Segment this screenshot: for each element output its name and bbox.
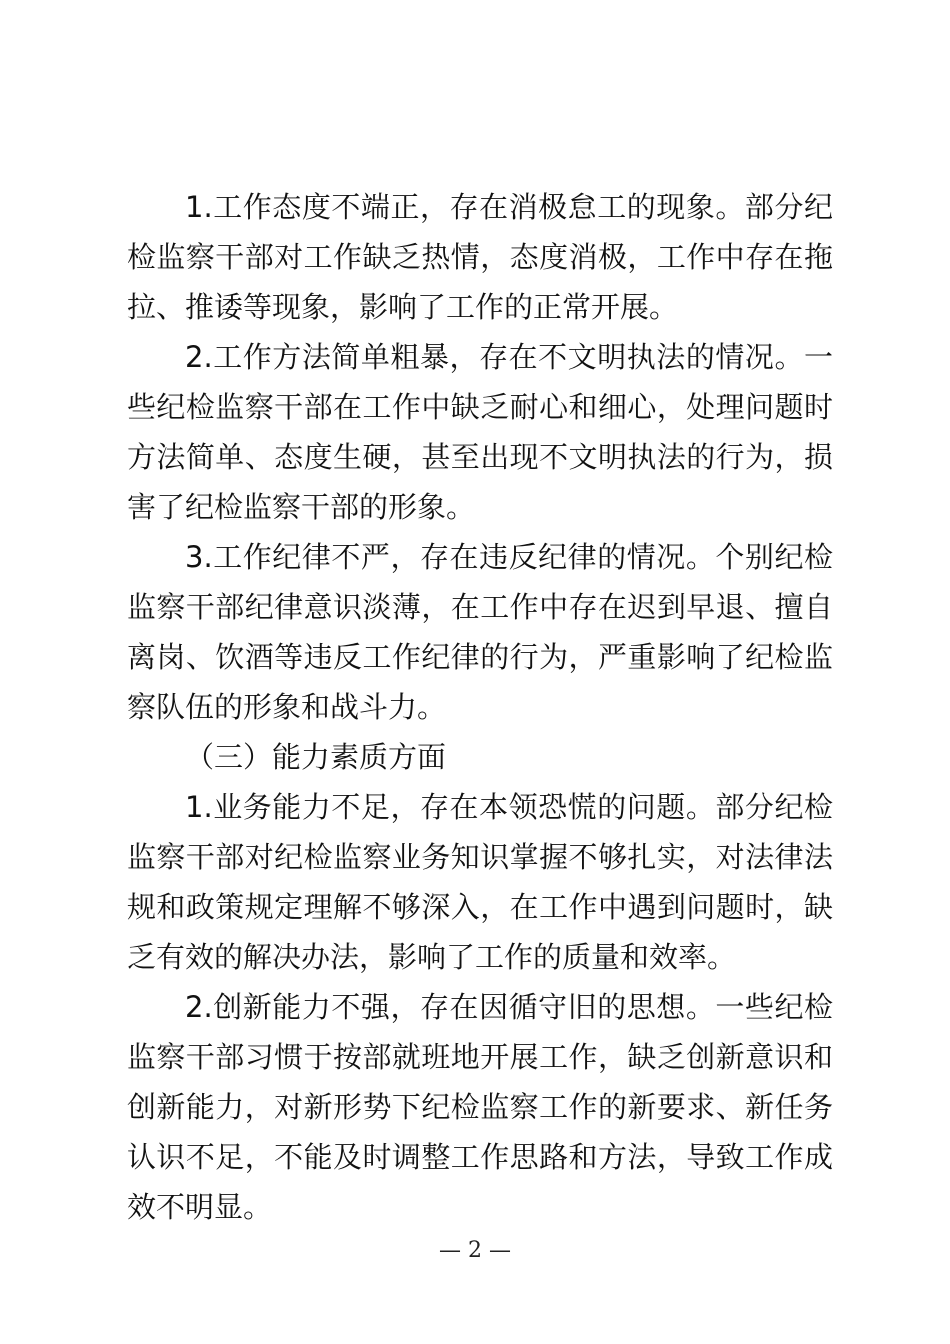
page-number: — 2 — — [439, 1238, 511, 1263]
paragraph-discipline: 3.工作纪律不严，存在违反纪律的情况。个别纪检监察干部纪律意识淡薄，在工作中存在迟到早退、擅自离岗、饮酒等违反工作纪律的行为，严重影响了纪检监察队伍的形象和战斗力。 — [127, 540, 833, 724]
paragraph-business-ability: 1.业务能力不足，存在本领恐慌的问题。部分纪检监察干部对纪检监察业务知识掌握不够扎实，对法律法规和政策规定理解不够深入，在工作中遇到问题时，缺乏有效的解决办法，影响了工作的质量和效率。 — [127, 790, 833, 974]
section-heading-ability: （三）能力素质方面 — [185, 740, 447, 774]
document-body — [127, 182, 833, 1232]
paragraph-innovation: 2.创新能力不强，存在因循守旧的思想。一些纪检监察干部习惯于按部就班地开展工作，缺乏创新意识和创新能力，对新形势下纪检监察工作的新要求、新任务认识不足，不能及时调整工作思路和方法，导致工作成效不明显。 — [127, 990, 833, 1224]
paragraph-method: 2.工作方法简单粗暴，存在不文明执法的情况。一些纪检监察干部在工作中缺乏耐心和细心，处理问题时方法简单、态度生硬，甚至出现不文明执法的行为，损害了纪检监察干部的形象。 — [127, 340, 833, 524]
paragraph-attitude: 1.工作态度不端正，存在消极怠工的现象。部分纪检监察干部对工作缺乏热情，态度消极，工作中存在拖拉、推诿等现象，影响了工作的正常开展。 — [127, 190, 833, 324]
